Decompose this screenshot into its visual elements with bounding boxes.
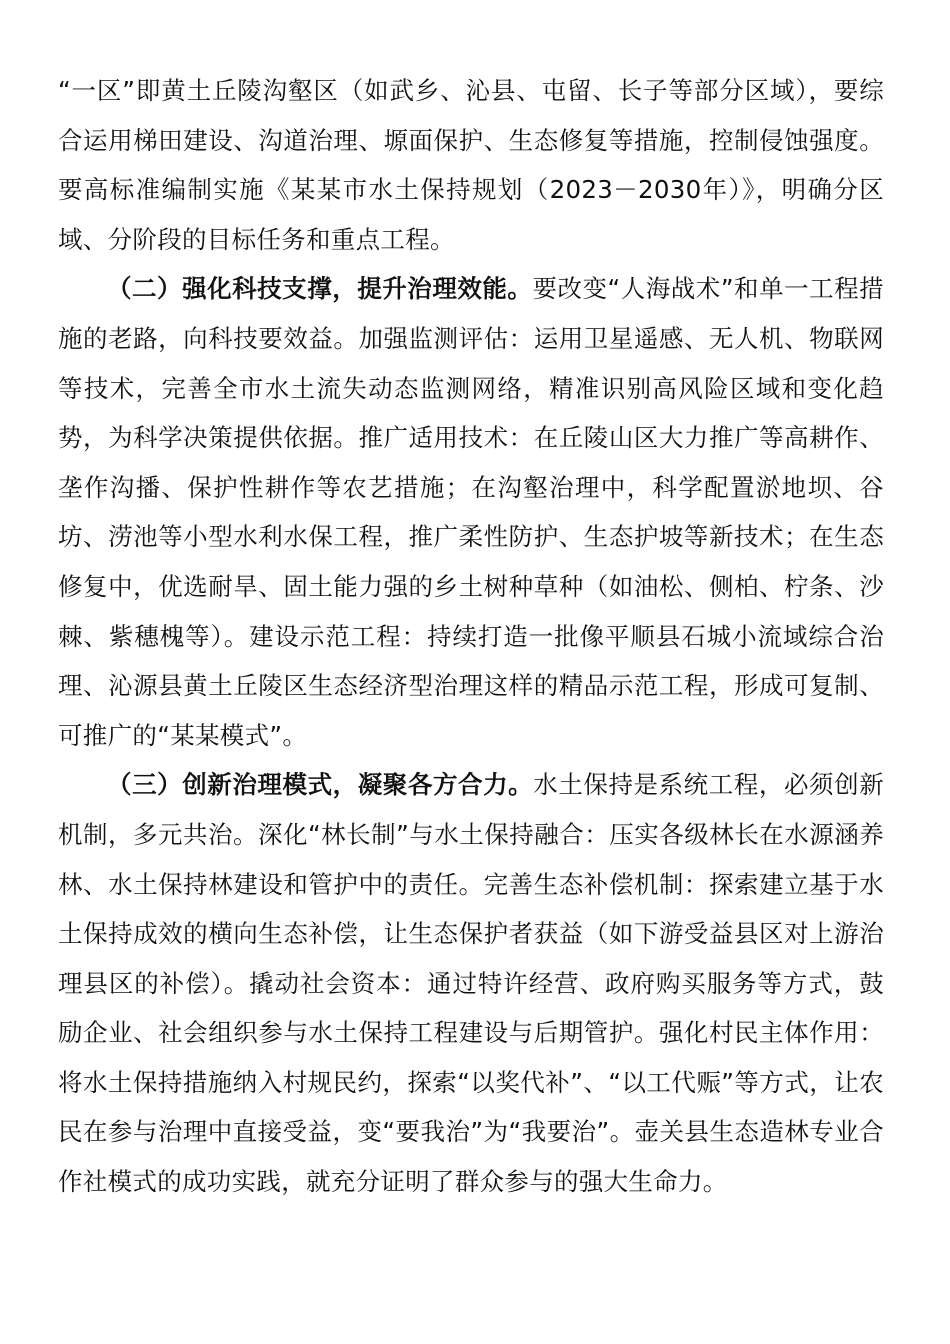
document-page [58,66,884,1207]
paragraph-governance-model [58,760,884,1206]
paragraph-one-text: “一区”即黄土丘陵沟壑区（如武乡、沁县、屯留、长子等部分区域），要综合运用梯田建设、沟道治理、塬面保护、生态修复等措施，控制侵蚀强度。要高标准编制实施《某某市水土保持规划（2023－2030年）》，明确分区域、分阶段的目标任务和重点工程。 [58,76,884,254]
paragraph-governance-model-heading: （三）创新治理模式，凝聚各方合力。 [107,770,534,800]
paragraph-tech-support-text: 要改变“人海战术”和单一工程措施的老路，向科技要效益。加强监测评估：运用卫星遥感、无人机、物联网等技术，完善全市水土流失动态监测网络，精准识别高风险区域和变化趋势，为科学决策提供依据。推广适用技术：在丘陵山区大力推广等高耕作、垄作沟播、保护性耕作等农艺措施；在沟壑治理中，科学配置淤地坝、谷坊、涝池等小型水利水保工程，推广柔性防护、生态护坡等新技术；在生态修复中，优选耐旱、固土能力强的乡土树种草种（如油松、侧柏、柠条、沙棘、紫穗槐等）。建设示范工程：持续打造一批像平顺县石城小流域综合治理、沁源县黄土丘陵区生态经济型治理这样的精品示范工程，形成可复制、可推广的“某某模式”。 [58,274,884,750]
paragraph-tech-support-heading: （二）强化科技支撑，提升治理效能。 [107,274,533,304]
paragraph-one-zone [58,66,884,264]
paragraph-governance-model-text: 水土保持是系统工程，必须创新机制，多元共治。深化“林长制”与水土保持融合：压实各级林长在水源涵养林、水土保持林建设和管护中的责任。完善生态补偿机制：探索建立基于水土保持成效的横向生态补偿，让生态保护者获益（如下游受益县区对上游治理县区的补偿）。撬动社会资本：通过特许经营、政府购买服务等方式，鼓励企业、社会组织参与水土保持工程建设与后期管护。强化村民主体作用：将水土保持措施纳入村规民约，探索“以奖代补”、“以工代赈”等方式，让农民在参与治理中直接受益，变“要我治”为“我要治”。壶关县生态造林专业合作社模式的成功实践，就充分证明了群众参与的强大生命力。 [58,770,884,1197]
paragraph-tech-support [58,264,884,760]
